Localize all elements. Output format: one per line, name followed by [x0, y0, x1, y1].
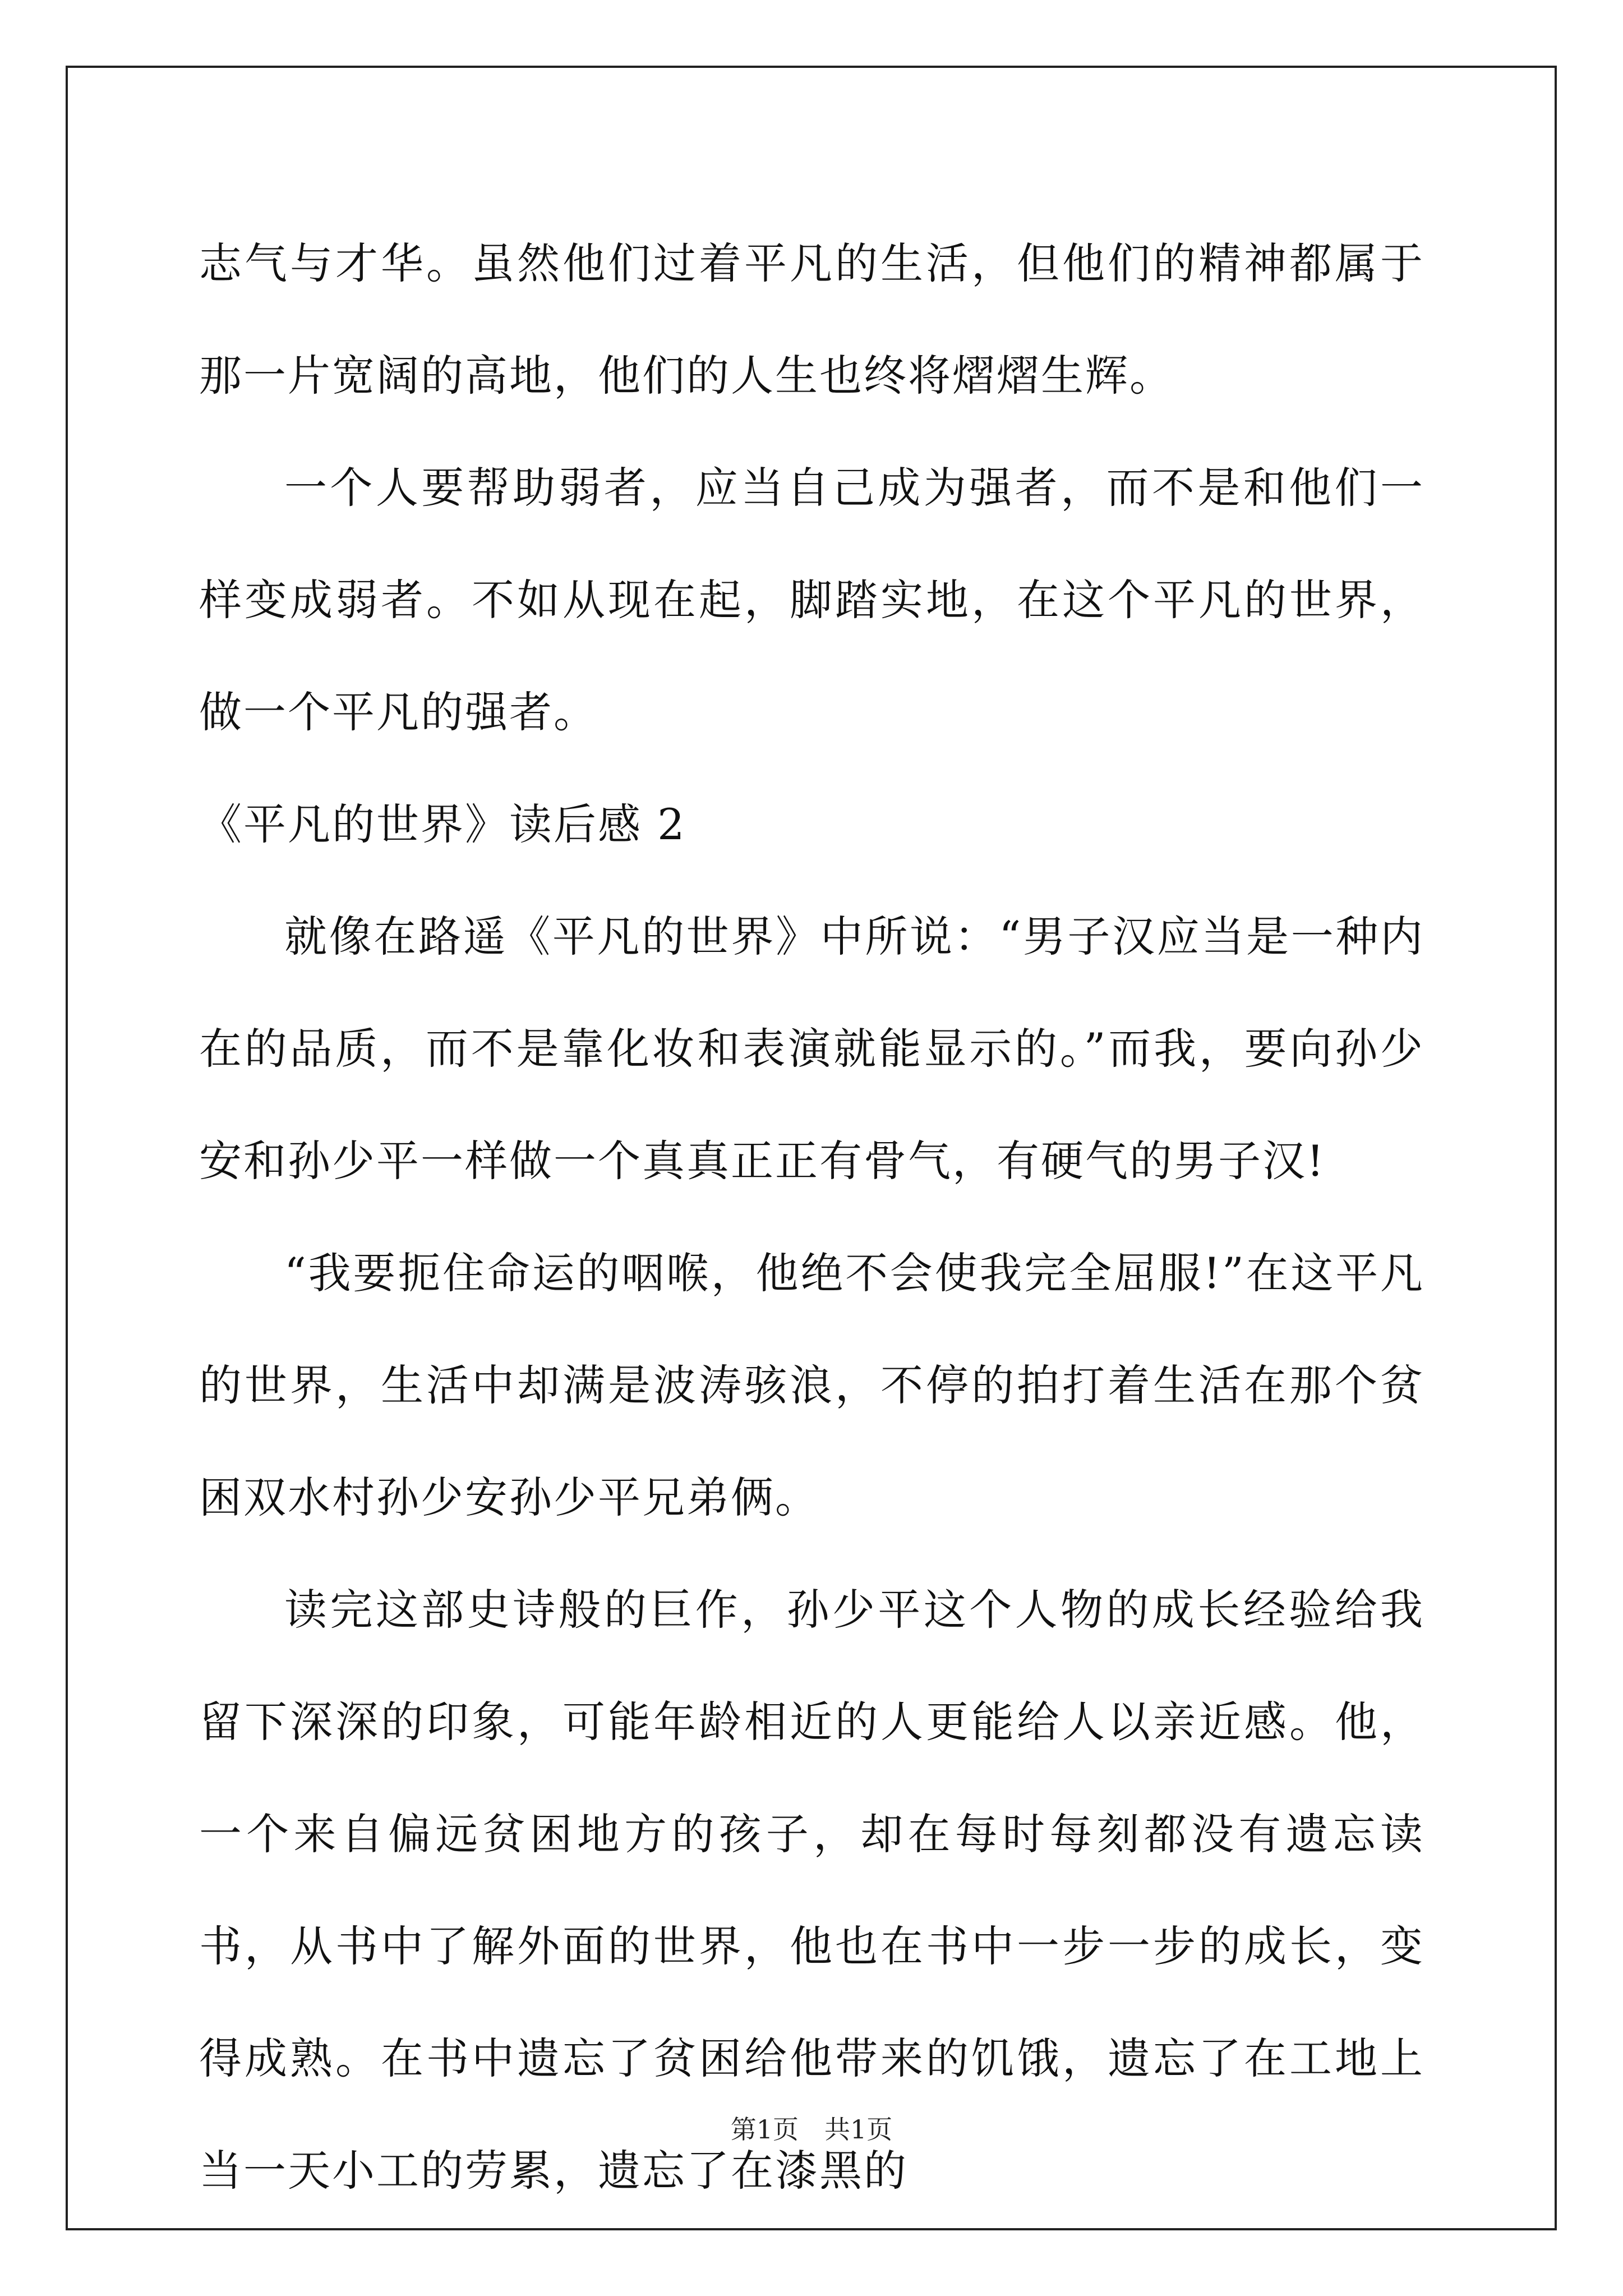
page-number-footer: 第1页 共1页 — [730, 2114, 893, 2145]
paragraph-4: “我要扼住命运的咽喉，他绝不会使我完全屈服!”在这平凡的世界，生活中却满是波涛骇浪，不停的拍打着生活在那个贫困双水村孙少安孙少平兄弟俩。 — [199, 1248, 1424, 1522]
paragraph-1: 志气与才华。虽然他们过着平凡的生活，但他们的精神都属于那一片宽阔的高地，他们的人生也终将熠熠生辉。 — [199, 238, 1424, 401]
paragraph-5: 读完这部史诗般的巨作，孙少平这个人物的成长经验给我留下深深的印象，可能年龄相近的人更能给人以亲近感。他，一个来自偏远贫困地方的孩子，却在每时每刻都没有遗忘读书，从书中了解外面的世界，他也在书中一步一步的成长，变得成熟。在书中遗忘了贫困给他带来的饥饿，遗忘了在工地上当一天小工的劳累，遗忘了在漆黑的 — [199, 1585, 1424, 2196]
paragraph-2: 一个人要帮助弱者，应当自己成为强者，而不是和他们一样变成弱者。不如从现在起，脚踏实地，在这个平凡的世界，做一个平凡的强者。 — [199, 463, 1424, 737]
section-heading: 《平凡的世界》读后感 2 — [199, 799, 686, 849]
document-body — [199, 208, 1424, 2227]
paragraph-3: 就像在路遥《平凡的世界》中所说：“男子汉应当是一种内在的品质，而不是靠化妆和表演就能显示的。”而我，要向孙少安和孙少平一样做一个真真正正有骨气，有硬气的男子汉! — [199, 912, 1424, 1186]
